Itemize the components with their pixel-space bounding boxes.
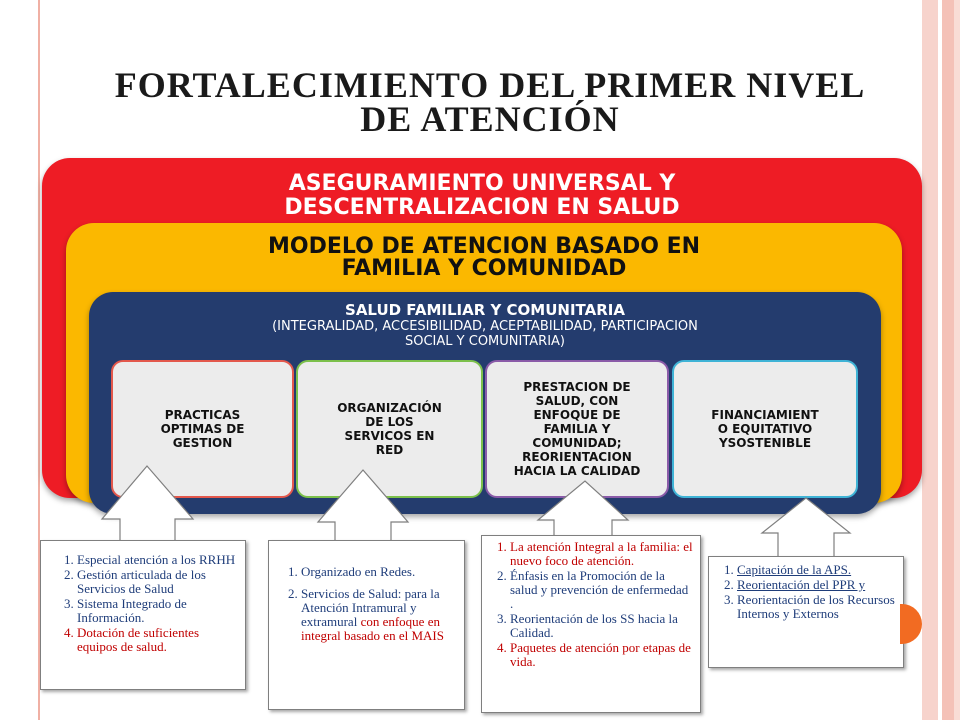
middle-layer-heading: MODELO DE ATENCION BASADO EN FAMILIA Y COMUNIDAD: [267, 234, 701, 281]
callout-arrow-3: [538, 481, 628, 536]
callout-box-organizacion: [268, 540, 465, 710]
callout-arrow-1: [102, 466, 193, 541]
list-item: 2. Gestión articulada de los Servicios de Salud: [77, 568, 239, 596]
callout-arrow-2: [318, 470, 408, 541]
list-item: 4. Dotación de suficientes equipos de salud.: [77, 626, 239, 654]
list-item-text: Servicios de Salud: para la Atención Intramural y extramural: [301, 586, 440, 629]
list-item: 3. Reorientación de los Recursos Internos y Externos: [737, 593, 897, 621]
inner-layer-title: SALUD FAMILIAR Y COMUNITARIA: [345, 301, 625, 319]
list-item: 1. Especial atención a los RRHH: [77, 553, 239, 567]
list-item: 3. Sistema Integrado de Información.: [77, 597, 239, 625]
list-item: 1. Capitación de la APS.: [737, 563, 897, 577]
list-item: 3. Reorientación de los SS hacia la Calidad.: [510, 612, 694, 640]
list-item: 2. Reorientación del PPR y: [737, 578, 897, 592]
callout-box-financiamiento: [708, 556, 904, 668]
card-financiamiento: FINANCIAMIENT O EQUITATIVO YSOSTENIBLE: [672, 360, 858, 498]
card-prestacion: PRESTACION DE SALUD, CON ENFOQUE DE FAMILIA Y COMUNIDAD; REORIENTACION HACIA LA CALIDAD: [485, 360, 669, 498]
list-item: 4. Paquetes de atención por etapas de vida.: [510, 641, 694, 669]
callout-box-prestacion: [481, 535, 701, 713]
list-item: [301, 587, 458, 643]
card-gestion: PRACTICAS OPTIMAS DE GESTION: [111, 360, 294, 498]
callout-box-gestion: [40, 540, 246, 690]
callout-arrow-4: [762, 498, 850, 557]
outer-layer-heading: ASEGURAMIENTO UNIVERSAL Y DESCENTRALIZACION EN SALUD: [284, 171, 680, 220]
list-item: 1. La atención Integral a la familia: el nuevo foco de atención.: [510, 540, 694, 568]
list-item-text-accent: con enfoque en integral basado en el MAIS: [301, 614, 444, 643]
inner-layer-subtitle: (INTEGRALIDAD, ACCESIBILIDAD, ACEPTABILIDAD, PARTICIPACION SOCIAL Y COMUNITARIA): [272, 319, 698, 349]
list-item: 1. Organizado en Redes.: [301, 565, 458, 579]
card-organizacion: ORGANIZACIÓN DE LOS SERVICOS EN RED: [296, 360, 483, 498]
list-item: 2. Énfasis en la Promoción de la salud y prevención de enfermedad .: [510, 569, 694, 611]
slide-title: FORTALECIMIENTO DEL PRIMER NIVEL DE ATENCIÓN: [114, 65, 866, 139]
